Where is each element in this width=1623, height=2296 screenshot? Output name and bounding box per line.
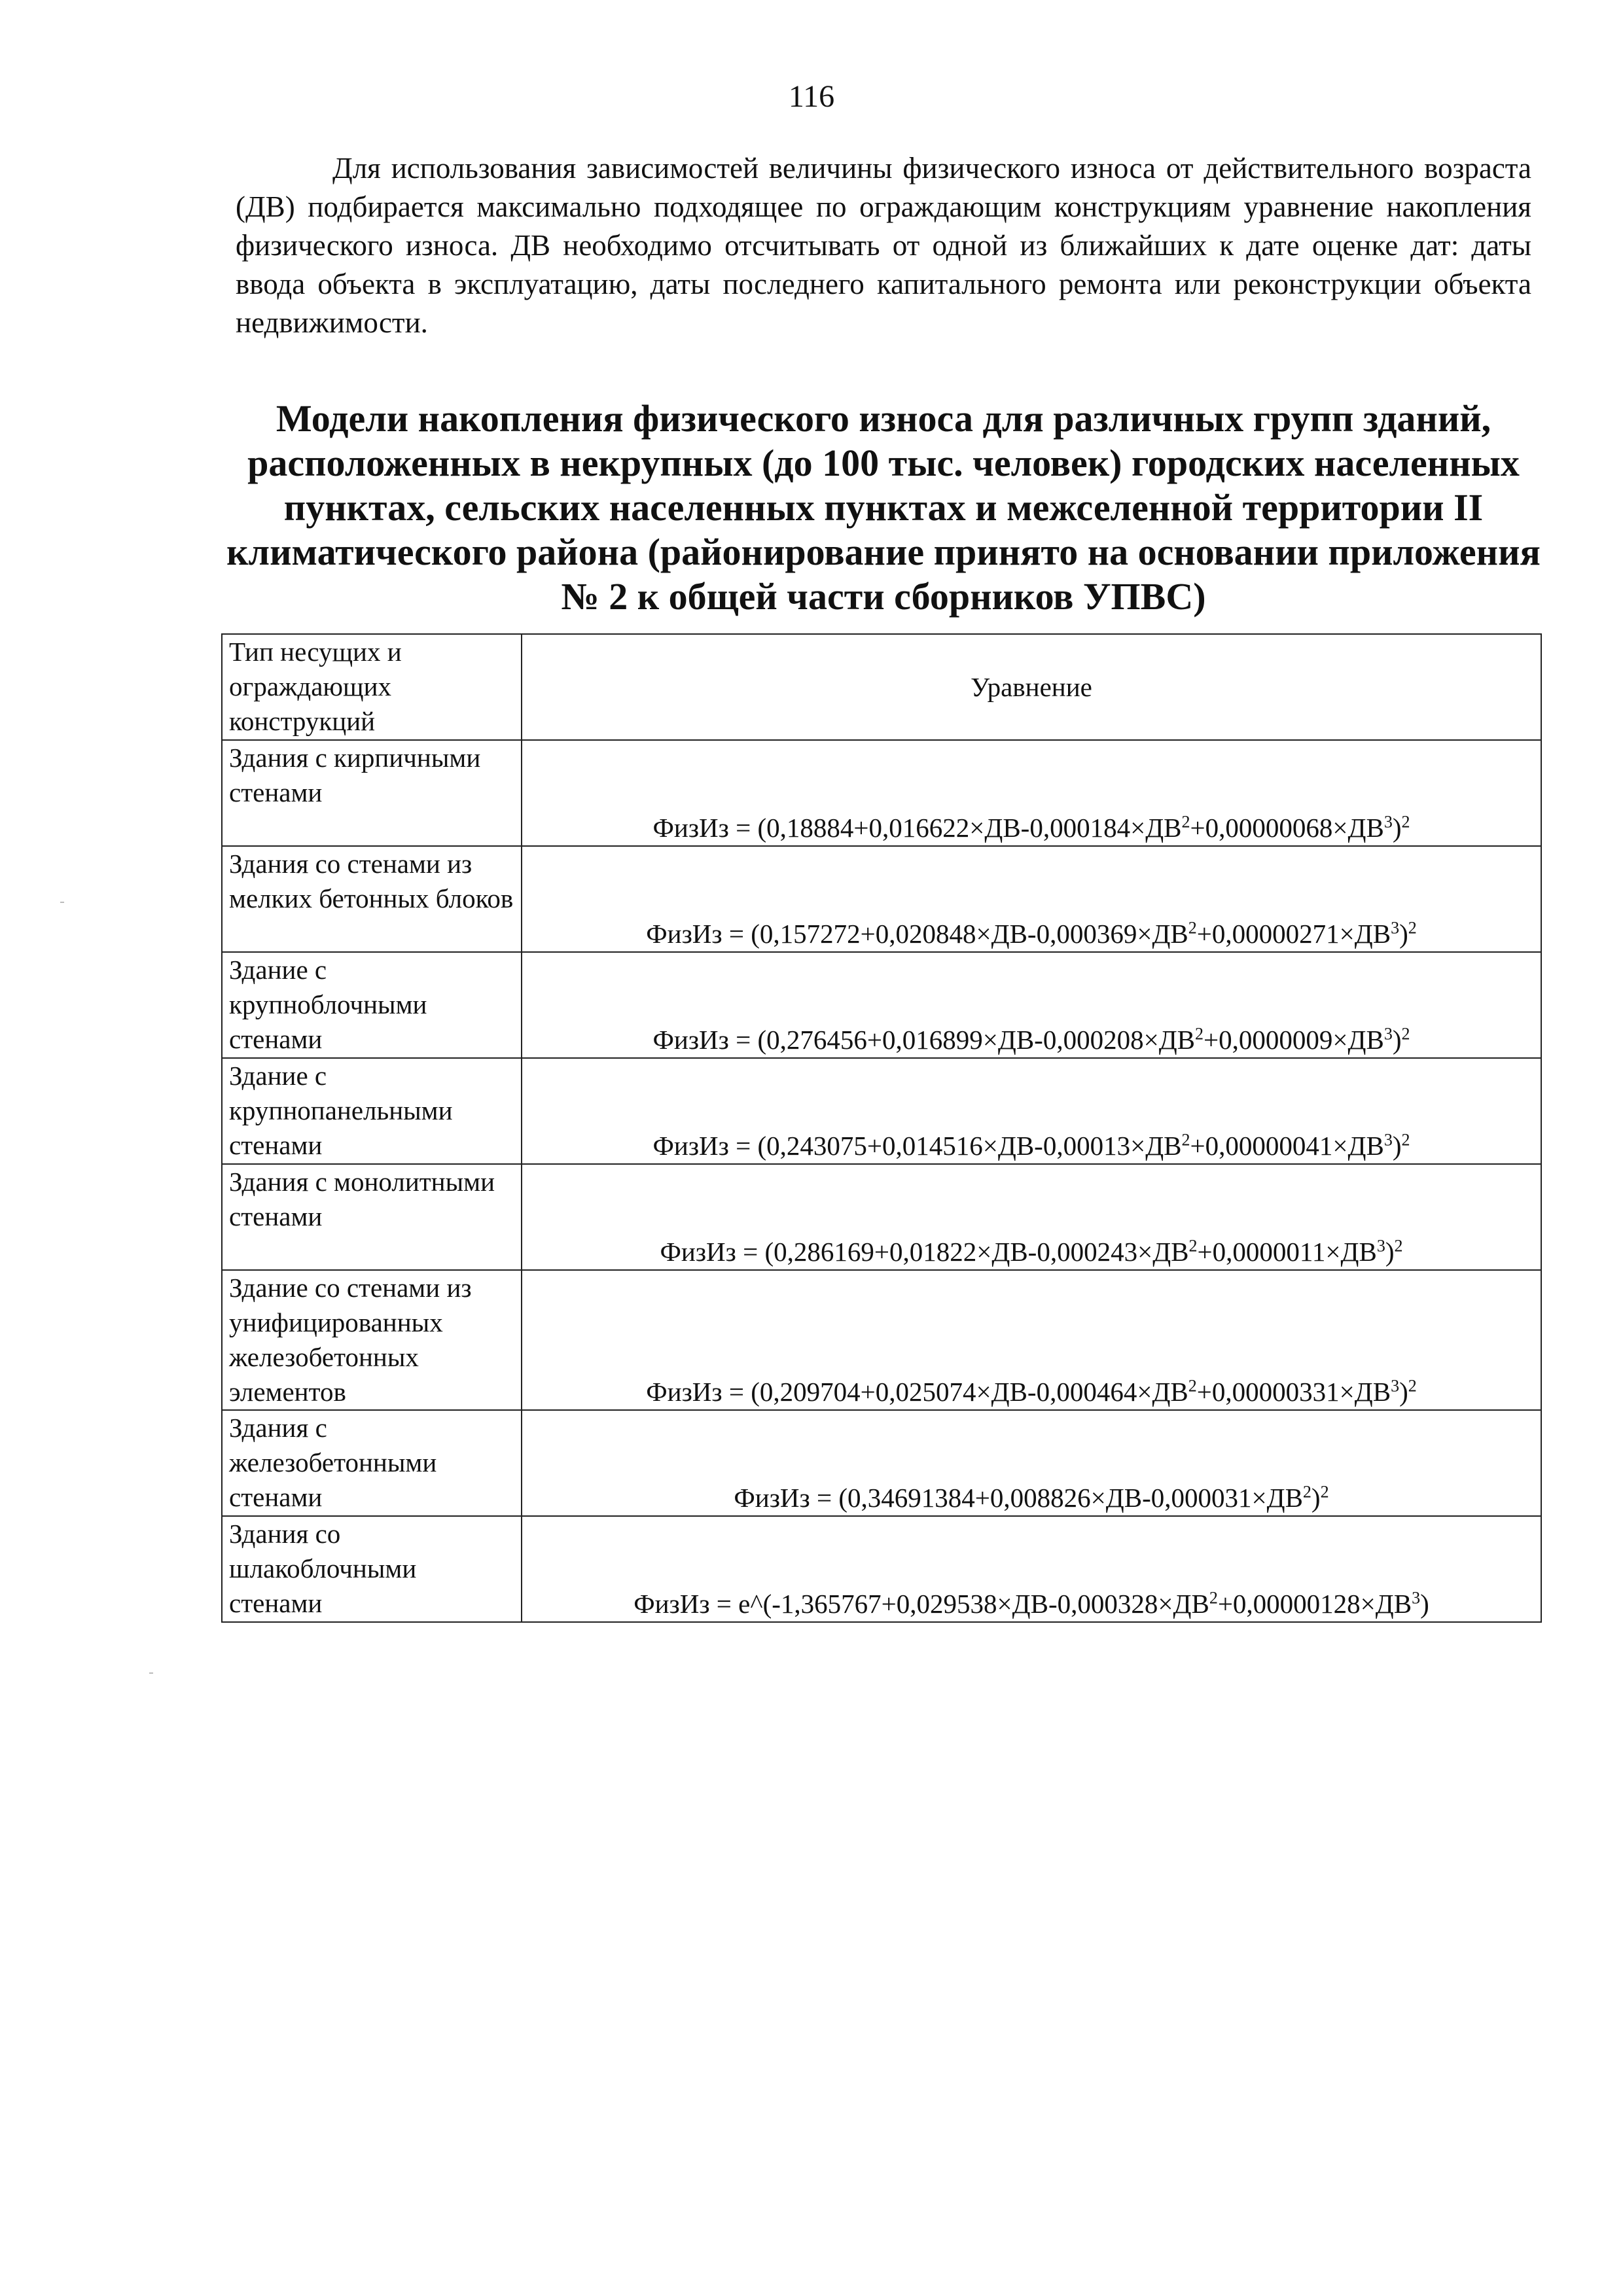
table-row xyxy=(222,740,1541,846)
title-line: пунктах, сельских населенных пунктах и межселенной территории II xyxy=(283,486,1484,529)
intro-paragraph: Для использования зависимостей величины физического износа от действительного возраста (ДВ) подбирается максимально подходящее по ограждающим конструкциям уравнение накопления физического износа. ДВ необходимо отсчитывать от одной из ближайших к дате оценке дат: даты ввода объекта в эксплуатацию, даты последнего капитального ремонта или реконструкции объекта недвижимости. xyxy=(236,152,1531,339)
row-equation: ФизИз = $(0,209704+0,025074\times ДВ-0,000464\times ДВ^2+0,00000331\times ДВ^3)^2$ xyxy=(522,1270,1541,1410)
header-type: Тип несущих и ограждающих конструкций xyxy=(222,634,522,740)
row-equation: ФизИз = $(0,243075+0,014516\times ДВ-0,00013\times ДВ^2+0,00000041\times ДВ^3)^2$ xyxy=(522,1058,1541,1164)
title-line: Модели накопления физического износа для различных групп зданий, xyxy=(276,397,1491,440)
row-type: Здание с крупнопанельными стенами xyxy=(222,1058,522,1164)
row-equation: ФизИз = $(0,18884+0,016622\times ДВ-0,000184\times ДВ^2+0,00000068\times ДВ^3)^2$ xyxy=(522,740,1541,846)
row-type: Здания с монолитными стенами xyxy=(222,1164,522,1270)
row-type: Здания с железобетонными стенами xyxy=(222,1410,522,1516)
row-type: Здание со стенами из унифицированных железобетонных элементов xyxy=(222,1270,522,1410)
header-equation: Уравнение xyxy=(522,634,1541,740)
title-line: климатического района (районирование принято на основании приложения xyxy=(226,531,1541,573)
row-type: Здания с кирпичными стенами xyxy=(222,740,522,846)
row-equation: ФизИз = $(0,276456+0,016899\times ДВ-0,000208\times ДВ^2+0,0000009\times ДВ^3)^2$ xyxy=(522,952,1541,1058)
table-row xyxy=(222,1516,1541,1622)
table-header-row xyxy=(222,634,1541,740)
scan-mark xyxy=(60,902,64,903)
table-row xyxy=(222,1410,1541,1516)
table-row xyxy=(222,846,1541,952)
row-type: Здания со стенами из мелких бетонных блоков xyxy=(222,846,522,952)
table-row xyxy=(222,1164,1541,1270)
row-equation: ФизИз = $(0,157272+0,020848\times ДВ-0,000369\times ДВ^2+0,00000271\times ДВ^3)^2$ xyxy=(522,846,1541,952)
table-row xyxy=(222,1270,1541,1410)
row-equation: ФизИз = $e\^{}(-1,365767+0,029538\times ДВ-0,000328\times ДВ^2+0,00000128\times ДВ^3)$ xyxy=(522,1516,1541,1622)
table-row xyxy=(222,952,1541,1058)
scan-mark xyxy=(149,1672,153,1674)
title-line: № 2 к общей части сборников УПВС) xyxy=(561,575,1206,618)
page-number: 116 xyxy=(788,79,835,114)
section-title xyxy=(223,397,1544,619)
row-equation: ФизИз = $(0,34691384+0,008826\times ДВ-0,000031\times ДВ^2)^2$ xyxy=(522,1410,1541,1516)
title-line: расположенных в некрупных (до 100 тыс. человек) городских населенных xyxy=(247,442,1520,484)
row-equation: ФизИз = $(0,286169+0,01822\times ДВ-0,000243\times ДВ^2+0,0000011\times ДВ^3)^2$ xyxy=(522,1164,1541,1270)
equations-table xyxy=(221,633,1542,1623)
table-row xyxy=(222,1058,1541,1164)
row-type: Здания со шлакоблочными стенами xyxy=(222,1516,522,1622)
row-type: Здание с крупноблочными стенами xyxy=(222,952,522,1058)
